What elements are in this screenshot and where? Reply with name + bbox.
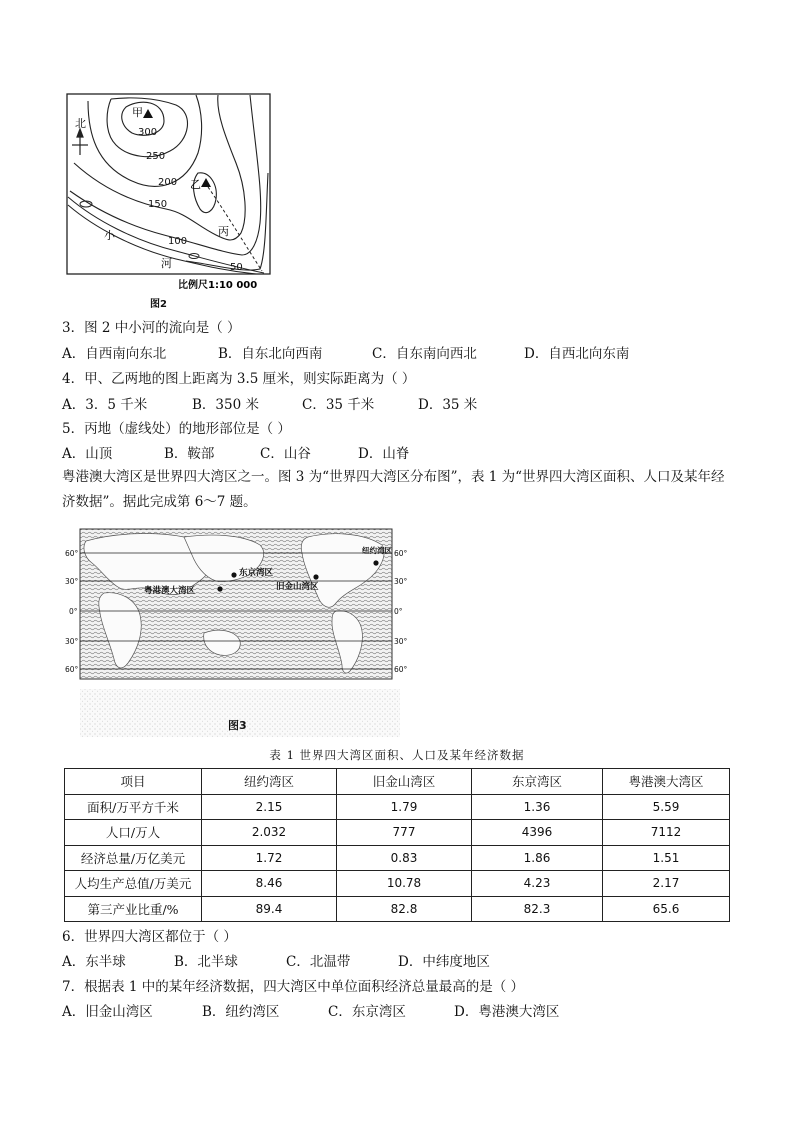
lat-right-60n: 60° — [394, 549, 408, 558]
contour-value-50: 50 — [230, 262, 243, 273]
contour-value-100: 100 — [168, 236, 188, 247]
contour-value-250: 250 — [146, 151, 166, 162]
label-yi: 乙 — [190, 178, 201, 191]
lat-right-60s: 60° — [394, 665, 408, 674]
lat-left-30n: 30° — [65, 577, 79, 586]
section-intro-paragraph: 粤港澳大湾区是世界四大湾区之一。图 3 为“世界四大湾区分布图”，表 1 为“世界四大湾区面积、人口及某年经济数据”。据此完成第 6～7 题。 — [62, 469, 725, 510]
label-jia: 甲 — [132, 106, 143, 119]
scale-label: 比例尺1:10 000 — [178, 280, 258, 291]
table-cell: 1.79 — [337, 794, 472, 820]
table-cell: 1.51 — [603, 845, 730, 871]
lat-left-60n: 60° — [65, 549, 79, 558]
table-header-gba: 粤港澳大湾区 — [603, 769, 730, 795]
table-row — [65, 794, 730, 820]
q6-option-d[interactable]: D．中纬度地区 — [398, 954, 490, 970]
table-cell: 89.4 — [202, 896, 337, 922]
table-cell: 82.3 — [472, 896, 603, 922]
table-cell: 2.17 — [603, 871, 730, 897]
table-cell: 65.6 — [603, 896, 730, 922]
table-cell: 1.86 — [472, 845, 603, 871]
lat-right-30s: 30° — [394, 637, 408, 646]
figure-2-label: 图2 — [150, 299, 167, 310]
table-cell-label: 经济总量/万亿美元 — [65, 845, 202, 871]
table-cell: 2.032 — [202, 820, 337, 846]
marker-sf-icon — [313, 574, 318, 579]
question-3-stem: 3．图 2 中小河的流向是（ ） — [62, 320, 241, 336]
q5-option-b[interactable]: B．鞍部 — [164, 446, 215, 462]
table-row — [65, 871, 730, 897]
label-gba: 粤港澳大湾区 — [144, 586, 196, 596]
lat-right-30n: 30° — [394, 577, 408, 586]
table-header-tokyo: 东京湾区 — [472, 769, 603, 795]
figure-3-label: 图3 — [228, 719, 247, 732]
label-sf: 旧金山湾区 — [276, 582, 319, 592]
table-cell-label: 人口/万人 — [65, 820, 202, 846]
table-header-row — [65, 769, 730, 795]
q5-option-c[interactable]: C．山谷 — [260, 446, 311, 462]
table-header-item: 项目 — [65, 769, 202, 795]
q4-option-a[interactable]: A．3．5 千米 — [62, 397, 148, 413]
table-cell: 777 — [337, 820, 472, 846]
q4-option-b[interactable]: B．350 米 — [192, 397, 259, 413]
table-cell: 1.36 — [472, 794, 603, 820]
table-cell: 5.59 — [603, 794, 730, 820]
q7-option-b[interactable]: B．纽约湾区 — [202, 1004, 280, 1020]
question-5-stem: 5．丙地（虚线处）的地形部位是（ ） — [62, 421, 291, 437]
table-cell-label: 第三产业比重/% — [65, 896, 202, 922]
question-6-stem: 6．世界四大湾区都位于（ ） — [62, 929, 237, 945]
q7-option-d[interactable]: D．粤港澳大湾区 — [454, 1004, 560, 1020]
north-label: 北 — [75, 117, 86, 130]
q3-option-a[interactable]: A．自西南向东北 — [62, 346, 167, 362]
label-tokyo: 东京湾区 — [239, 568, 274, 578]
table-cell-label: 人均生产总值/万美元 — [65, 871, 202, 897]
table-row — [65, 896, 730, 922]
marker-ny-icon — [373, 560, 378, 565]
lat-left-0: 0° — [69, 607, 78, 616]
table-row — [65, 845, 730, 871]
table-cell: 2.15 — [202, 794, 337, 820]
bay-area-data-table — [64, 768, 730, 922]
contour-map-svg — [66, 93, 271, 293]
river-label-xiao: 小 — [104, 229, 115, 242]
table-cell: 4.23 — [472, 871, 603, 897]
label-bing: 丙 — [218, 225, 229, 238]
q4-option-c[interactable]: C．35 千米 — [302, 397, 375, 413]
label-ny: 纽约湾区 — [362, 546, 392, 555]
lat-left-30s: 30° — [65, 637, 79, 646]
q6-option-b[interactable]: B．北半球 — [174, 954, 238, 970]
table-cell: 0.83 — [337, 845, 472, 871]
table-header-sf: 旧金山湾区 — [337, 769, 472, 795]
q6-option-a[interactable]: A．东半球 — [62, 954, 126, 970]
lat-right-0: 0° — [394, 607, 403, 616]
table-cell: 10.78 — [337, 871, 472, 897]
table-caption: 表 1 世界四大湾区面积、人口及某年经济数据 — [269, 748, 525, 762]
table-cell: 82.8 — [337, 896, 472, 922]
q3-option-c[interactable]: C．自东南向西北 — [372, 346, 477, 362]
table-cell: 7112 — [603, 820, 730, 846]
contour-value-200: 200 — [158, 177, 178, 188]
q7-option-a[interactable]: A．旧金山湾区 — [62, 1004, 153, 1020]
table-cell: 1.72 — [202, 845, 337, 871]
contour-value-150: 150 — [148, 199, 168, 210]
question-7-stem: 7．根据表 1 中的某年经济数据，四大湾区中单位面积经济总量最高的是（ ） — [62, 979, 525, 995]
q3-option-b[interactable]: B．自东北向西南 — [218, 346, 323, 362]
q6-option-c[interactable]: C．北温带 — [286, 954, 351, 970]
marker-tokyo-icon — [231, 572, 236, 577]
q7-option-c[interactable]: C．东京湾区 — [328, 1004, 406, 1020]
question-4-stem: 4．甲、乙两地的图上距离为 3.5 厘米，则实际距离为（ ） — [62, 371, 416, 387]
table-cell: 8.46 — [202, 871, 337, 897]
table-cell: 4396 — [472, 820, 603, 846]
figure-2-contour-map — [66, 93, 271, 293]
q4-option-d[interactable]: D．35 米 — [418, 397, 478, 413]
table-header-ny: 纽约湾区 — [202, 769, 337, 795]
q5-option-a[interactable]: A．山顶 — [62, 446, 113, 462]
table-row — [65, 820, 730, 846]
marker-gba-icon — [217, 586, 222, 591]
lat-left-60s: 60° — [65, 665, 79, 674]
contour-value-300: 300 — [138, 127, 158, 138]
figure-3-world-map — [64, 523, 410, 741]
q3-option-d[interactable]: D．自西北向东南 — [524, 346, 630, 362]
world-map-svg — [64, 523, 410, 741]
table-cell-label: 面积/万平方千米 — [65, 794, 202, 820]
river-label-he: 河 — [161, 257, 172, 270]
q5-option-d[interactable]: D．山脊 — [358, 446, 410, 462]
